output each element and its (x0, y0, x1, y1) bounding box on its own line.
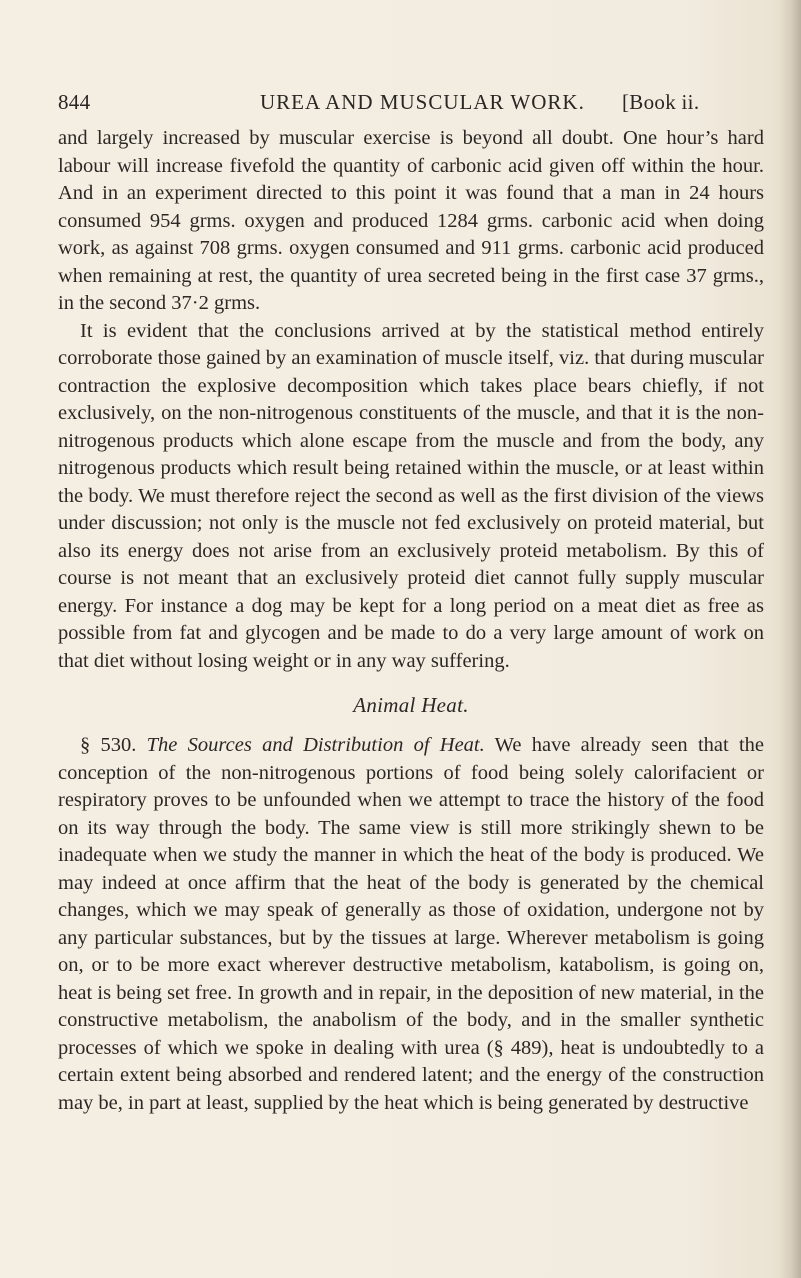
section-title: The Sources and Distribution of Heat. (146, 734, 485, 756)
page-body (58, 125, 764, 1117)
paragraph-continuation: and largely increased by muscular exercise is beyond all doubt. One hour’s hard labour will increase fivefold the quantity of carbonic acid given off within the hour. And in an experiment directed to this point it was found that a man in 24 hours consumed 954 grms. oxygen and produced 1284 grms. carbonic acid when doing work, as against 708 grms. oxygen consumed and 911 grms. carbonic acid produced when remaining at rest, the quantity of urea secreted being in the first case 37 grms., in the second 37·2 grms. (58, 127, 764, 314)
book-reference: [Book ii. (622, 90, 700, 114)
paragraph-conclusions: It is evident that the conclusions arrived at by the statistical method entirely corroborate those gained by an examination of muscle itself, viz. that during muscular contraction the explosive decomposition which takes place bears chiefly, if not exclusively, on the non-nitrogenous constituents of the muscle, and that it is the non-nitrogenous products which alone escape from the muscle and from the body, any nitrogenous products which result being retained within the muscle, or at least within the body. We must therefore reject the second as well as the first division of the views under discussion; not only is the muscle not fed exclusively on proteid material, but also its energy does not arise from an exclusively proteid metabolism. By this of course is not meant that an exclusively proteid diet cannot fully supply muscular energy. For instance a dog may be kept for a long period on a meat diet as free as possible from fat and glycogen and be made to do a very large amount of work on that diet without losing weight or in any way suffering. (58, 319, 764, 672)
page-header (58, 88, 762, 116)
section-heading: Animal Heat. (353, 693, 469, 717)
section-paragraph (58, 732, 764, 1117)
section-text: We have already seen that the conception of the non-nitrogenous portions of food being solely calorifacient or respiratory proves to be unfounded when we attempt to trace the history of the food on its way through the body. The same view is still more strikingly shewn to be inadequate when we study the manner in which the heat of the body is produced. We may indeed at once affirm that the heat of the body is generated by the chemical changes, which we may speak of generally as those of oxidation, undergone not by any particular substances, but by the tissues at large. Wherever metabolism is going on, or to be more exact wherever destructive metabolism, katabolism, is going on, heat is being set free. In growth and in repair, in the deposition of new material, in the constructive metabolism, the anabolism of the body, and in the smaller synthetic processes of which we spoke in dealing with urea (§ 489), heat is undoubtedly to a certain extent being absorbed and rendered latent; and the energy of the construction may be, in part at least, supplied by the heat which is being generated by destructive (58, 734, 764, 1114)
page-edge-shadow (779, 0, 801, 1278)
running-title: UREA AND MUSCULAR WORK. (260, 90, 585, 114)
section-number: § 530. (80, 734, 137, 756)
page-number: 844 (58, 90, 91, 114)
